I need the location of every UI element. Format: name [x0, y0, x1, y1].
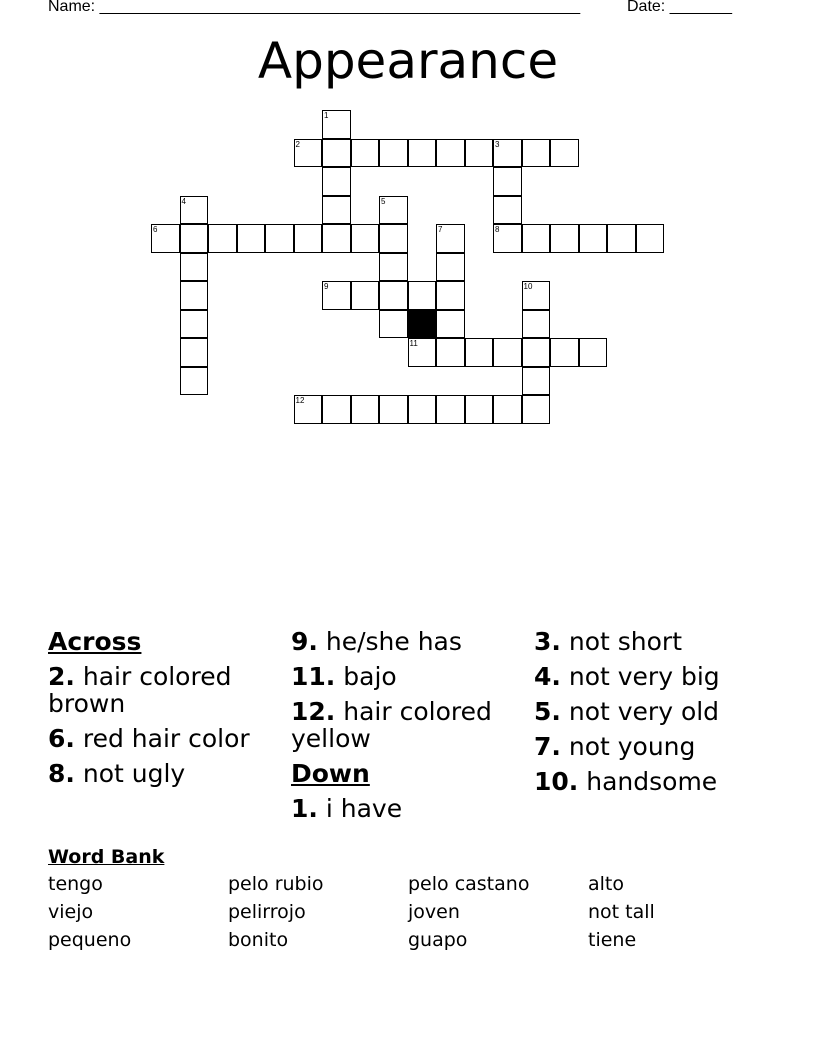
word-bank-item: bonito	[228, 929, 289, 951]
crossword-cell[interactable]	[579, 224, 608, 253]
clue-text: not ugly	[82, 759, 186, 788]
word-bank-item: pelo castano	[408, 873, 530, 895]
cell-number: 10	[523, 282, 533, 291]
crossword-cell[interactable]	[180, 196, 209, 225]
word-bank-item: tiene	[588, 929, 637, 951]
crossword-cell[interactable]	[208, 224, 237, 253]
crossword-cell[interactable]	[180, 338, 209, 367]
word-bank	[48, 846, 768, 952]
crossword-cell[interactable]	[294, 395, 323, 424]
word-bank-item: tengo	[48, 873, 103, 895]
across-heading: Across	[48, 627, 142, 656]
clue-down-3	[534, 628, 769, 655]
crossword-cell[interactable]	[408, 395, 437, 424]
crossword-cell[interactable]	[408, 139, 437, 168]
crossword-grid	[0, 0, 816, 430]
clue-across-8	[48, 760, 283, 787]
crossword-cell[interactable]	[322, 224, 351, 253]
crossword-cell[interactable]	[465, 395, 494, 424]
clue-text: handsome	[586, 767, 718, 796]
clue-text: he/she has	[325, 627, 462, 656]
crossword-cell[interactable]	[379, 310, 408, 339]
crossword-cell[interactable]	[408, 338, 437, 367]
clue-number: 5.	[534, 697, 561, 726]
clue-down-5	[534, 698, 769, 725]
clue-text: bajo	[343, 662, 397, 691]
clue-number: 2.	[48, 662, 75, 691]
crossword-cell[interactable]	[322, 196, 351, 225]
name-field[interactable]: Name: ______________________________________________________	[48, 0, 581, 15]
clue-across-11	[291, 663, 526, 690]
clue-down-1	[291, 795, 526, 822]
clue-across-12	[291, 698, 526, 752]
crossword-cell[interactable]	[379, 395, 408, 424]
crossword-cell[interactable]	[351, 139, 380, 168]
cell-number: 1	[324, 111, 329, 120]
clue-text: hair colored brown	[48, 662, 232, 718]
clue-number: 12.	[291, 697, 336, 726]
clue-number: 3.	[534, 627, 561, 656]
crossword-cell[interactable]	[522, 367, 551, 396]
crossword-cell[interactable]	[493, 338, 522, 367]
clue-text: not short	[568, 627, 682, 656]
word-bank-item: viejo	[48, 901, 94, 923]
crossword-cell[interactable]	[379, 253, 408, 282]
clue-number: 1.	[291, 794, 318, 823]
crossword-cell[interactable]	[379, 281, 408, 310]
crossword-cell[interactable]	[607, 224, 636, 253]
crossword-cell[interactable]	[322, 110, 351, 139]
crossword-cell[interactable]	[636, 224, 665, 253]
crossword-cell[interactable]	[436, 253, 465, 282]
clue-number: 9.	[291, 627, 318, 656]
clue-text: red hair color	[82, 724, 250, 753]
crossword-cell[interactable]	[579, 338, 608, 367]
cell-number: 9	[324, 282, 329, 291]
cell-number: 5	[381, 196, 386, 206]
black-cell	[408, 310, 437, 339]
cell-number: 3	[495, 139, 500, 149]
word-bank-item: not tall	[588, 901, 655, 923]
crossword-cell[interactable]	[379, 139, 408, 168]
word-bank-item: guapo	[408, 929, 468, 951]
word-bank-item: pequeno	[48, 929, 132, 951]
crossword-cell[interactable]	[322, 167, 351, 196]
crossword-cell[interactable]	[436, 224, 465, 253]
clue-number: 6.	[48, 724, 75, 753]
crossword-cell[interactable]	[522, 310, 551, 339]
crossword-cell[interactable]	[351, 395, 380, 424]
crossword-cell[interactable]	[180, 281, 209, 310]
crossword-cell[interactable]	[151, 224, 180, 253]
crossword-cell[interactable]	[351, 224, 380, 253]
clue-text: not young	[568, 732, 696, 761]
crossword-cell[interactable]	[493, 139, 522, 168]
crossword-cell[interactable]	[180, 310, 209, 339]
clues-column-1	[48, 628, 283, 795]
cell-number: 8	[495, 225, 500, 234]
crossword-cell[interactable]	[436, 139, 465, 168]
word-bank-title: Word Bank	[48, 846, 165, 868]
crossword-cell[interactable]	[493, 395, 522, 424]
clue-down-10	[534, 768, 769, 795]
cell-number: 6	[153, 225, 158, 234]
down-heading: Down	[291, 759, 370, 788]
crossword-cell[interactable]	[550, 139, 579, 168]
crossword-cell[interactable]	[436, 310, 465, 339]
word-bank-item: joven	[408, 901, 460, 923]
crossword-cell[interactable]	[522, 281, 551, 310]
word-bank-list	[48, 872, 768, 952]
crossword-cell[interactable]	[436, 338, 465, 367]
clue-number: 8.	[48, 759, 75, 788]
crossword-cell[interactable]	[180, 253, 209, 282]
clue-down-7	[534, 733, 769, 760]
crossword-cell[interactable]	[493, 224, 522, 253]
crossword-cell[interactable]	[322, 281, 351, 310]
crossword-cell[interactable]	[522, 139, 551, 168]
cell-number: 4	[181, 196, 186, 206]
crossword-cell[interactable]	[550, 224, 579, 253]
crossword-cell[interactable]	[237, 224, 266, 253]
crossword-cell[interactable]	[465, 139, 494, 168]
clues-column-3	[534, 628, 769, 803]
crossword-cell[interactable]	[180, 224, 209, 253]
crossword-cell[interactable]	[379, 224, 408, 253]
crossword-cell[interactable]	[550, 338, 579, 367]
clue-number: 7.	[534, 732, 561, 761]
crossword-cell[interactable]	[493, 196, 522, 225]
clue-number: 11.	[291, 662, 336, 691]
crossword-cell[interactable]	[465, 338, 494, 367]
crossword-cell[interactable]	[379, 196, 408, 225]
clue-down-4	[534, 663, 769, 690]
crossword-cell[interactable]	[180, 367, 209, 396]
crossword-cell[interactable]	[522, 338, 551, 367]
crossword-cell[interactable]	[522, 224, 551, 253]
crossword-cell[interactable]	[294, 224, 323, 253]
cell-number: 11	[409, 339, 418, 348]
crossword-cell[interactable]	[493, 167, 522, 196]
crossword-cell[interactable]	[436, 281, 465, 310]
cell-number: 2	[295, 139, 300, 149]
crossword-cell[interactable]	[294, 139, 323, 168]
page-title: Appearance	[257, 32, 559, 90]
crossword-cell[interactable]	[436, 395, 465, 424]
clue-across-6	[48, 725, 283, 752]
clues-column-2	[291, 628, 526, 830]
crossword-cell[interactable]	[408, 281, 437, 310]
clue-text: not very old	[568, 697, 720, 726]
clue-text: i have	[325, 794, 403, 823]
crossword-cell[interactable]	[351, 281, 380, 310]
crossword-cell[interactable]	[322, 139, 351, 168]
clue-across-9	[291, 628, 526, 655]
word-bank-item: pelirrojo	[228, 901, 306, 923]
clue-number: 4.	[534, 662, 561, 691]
crossword-cell[interactable]	[522, 395, 551, 424]
clue-number: 10.	[534, 767, 579, 796]
word-bank-item: alto	[588, 873, 624, 895]
clue-across-2	[48, 663, 283, 717]
crossword-cell[interactable]	[265, 224, 294, 253]
word-bank-item: pelo rubio	[228, 873, 324, 895]
cell-number: 12	[295, 396, 305, 405]
crossword-cell[interactable]	[322, 395, 351, 424]
cell-number: 7	[438, 225, 443, 234]
date-field[interactable]: Date: _______	[627, 0, 732, 15]
clue-text: hair colored yellow	[291, 697, 492, 753]
clue-text: not very big	[568, 662, 720, 691]
